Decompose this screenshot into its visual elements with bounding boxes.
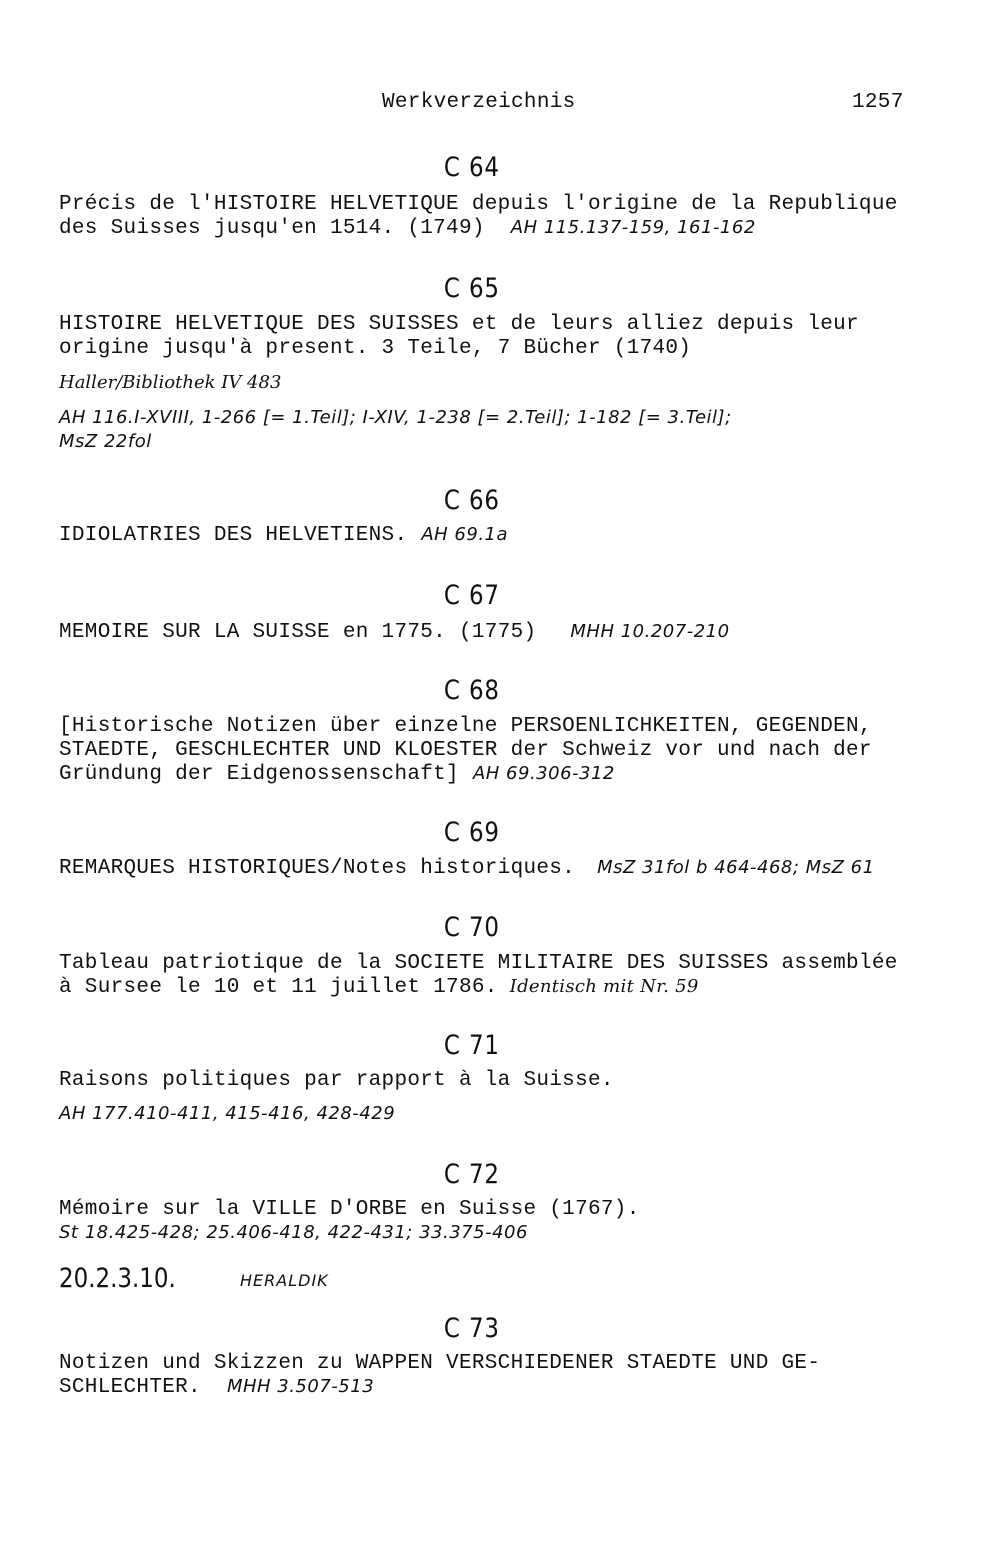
entry-heading: C 73 xyxy=(444,1313,500,1344)
entry-text: Raisons politiques par rapport à la Suisse. xyxy=(59,1069,614,1092)
entry-heading: C 69 xyxy=(444,817,500,848)
entry-text: Mémoire sur la VILLE D'ORBE en Suisse (1767). xyxy=(59,1198,640,1221)
entry-text: REMARQUES HISTORIQUES/Notes historiques. MsZ 31fol b 464-468; MsZ 61 xyxy=(59,857,875,880)
entry-heading: C 70 xyxy=(444,912,500,943)
entry-text: Précis de l'HISTOIRE HELVETIQUE depuis l'origine de la Republique xyxy=(59,193,898,216)
entry-heading: C 68 xyxy=(444,675,500,706)
entry-reference: AH 69.306-312 xyxy=(472,763,615,784)
page-number: 1257 xyxy=(852,91,904,114)
entry-heading: C 71 xyxy=(444,1030,500,1061)
entry-reference: MsZ 22fol xyxy=(59,431,152,452)
entry-text: SCHLECHTER. MHH 3.507-513 xyxy=(59,1376,375,1399)
entry-reference: St 18.425-428; 25.406-418, 422-431; 33.375-406 xyxy=(59,1222,528,1243)
entry-text: Gründung der Eidgenossenschaft] AH 69.306-312 xyxy=(59,763,615,786)
entry-text: IDIOLATRIES DES HELVETIENS. AH 69.1a xyxy=(59,524,509,547)
entry-heading: C 72 xyxy=(444,1159,500,1190)
entry-reference: AH 177.410-411, 415-416, 428-429 xyxy=(59,1103,396,1124)
entry-reference: MHH 3.507-513 xyxy=(226,1376,375,1397)
entry-text: [Historische Notizen über einzelne PERSOENLICHKEITEN, GEGENDEN, xyxy=(59,715,872,738)
entry-reference: AH 115.137-159, 161-162 xyxy=(510,217,756,238)
running-header-title: Werkverzeichnis xyxy=(382,91,576,114)
section-title: HERALDIK xyxy=(240,1271,329,1290)
entry-text: Tableau patriotique de la SOCIETE MILITAIRE DES SUISSES assemblée xyxy=(59,952,898,975)
entry-heading: C 66 xyxy=(444,485,500,516)
entry-text: origine jusqu'à present. 3 Teile, 7 Bücher (1740) xyxy=(59,337,692,360)
entry-heading: C 67 xyxy=(444,580,500,611)
entry-text: HISTOIRE HELVETIQUE DES SUISSES et de leurs alliez depuis leur xyxy=(59,313,859,336)
entry-reference: AH 116.I-XVIII, 1-266 [= 1.Teil]; I-XIV, 1-238 [= 2.Teil]; 1-182 [= 3.Teil]; xyxy=(59,407,732,428)
entry-text: Notizen und Skizzen zu WAPPEN VERSCHIEDENER STAEDTE UND GE- xyxy=(59,1352,821,1375)
entry-heading: C 64 xyxy=(444,152,500,183)
entry-text: MEMOIRE SUR LA SUISSE en 1775. (1775) MHH 10.207-210 xyxy=(59,621,730,644)
entry-text: à Sursee le 10 et 11 juillet 1786. Identisch mit Nr. 59 xyxy=(59,976,699,999)
entry-source: Haller/Bibliothek IV 483 xyxy=(59,372,282,393)
entry-reference: MsZ 31fol b 464-468; MsZ 61 xyxy=(597,857,875,878)
entry-reference: AH 69.1a xyxy=(421,524,509,545)
entry-reference: MHH 10.207-210 xyxy=(570,621,730,642)
entry-text: STAEDTE, GESCHLECHTER UND KLOESTER der Schweiz vor und nach der xyxy=(59,739,872,762)
entry-reference: Identisch mit Nr. 59 xyxy=(509,976,699,997)
section-number: 20.2.3.10. xyxy=(59,1263,176,1294)
entry-text: des Suisses jusqu'en 1514. (1749) AH 115.137-159, 161-162 xyxy=(59,217,756,240)
entry-heading: C 65 xyxy=(444,273,500,304)
